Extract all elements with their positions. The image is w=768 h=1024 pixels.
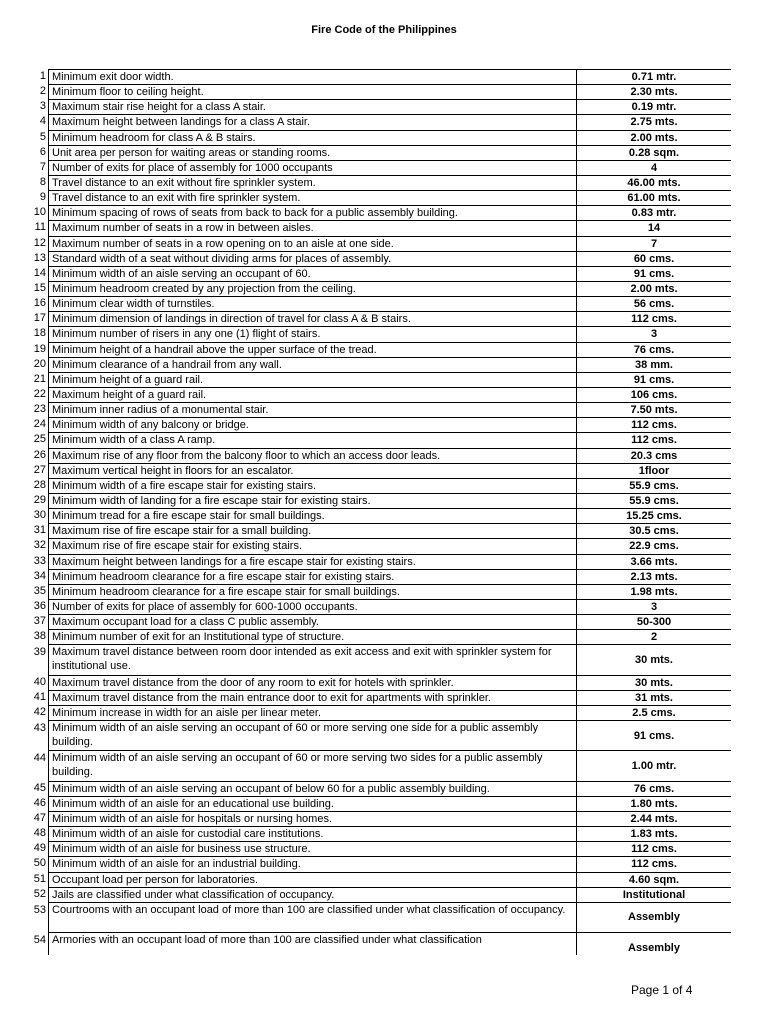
row-number: 42 xyxy=(33,705,46,718)
table-row xyxy=(49,509,732,524)
requirement-description: Minimum width of a class A ramp. xyxy=(49,433,577,448)
requirement-value: 61.00 mts. xyxy=(577,191,732,206)
requirement-description: Minimum spacing of rows of seats from back to back for a public assembly building. xyxy=(49,206,577,221)
requirement-description: Maximum number of seats in a row opening on to an aisle at one side. xyxy=(49,236,577,251)
requirement-value: Institutional xyxy=(577,887,732,902)
requirement-value: 112 cms. xyxy=(577,312,732,327)
table-row xyxy=(49,448,732,463)
row-number: 5 xyxy=(39,130,46,143)
table-row xyxy=(49,130,732,145)
page-title: Fire Code of the Philippines xyxy=(311,24,457,36)
row-number: 6 xyxy=(39,145,46,158)
table-row xyxy=(49,297,732,312)
requirement-description: Maximum height of a guard rail. xyxy=(49,387,577,402)
row-number: 48 xyxy=(33,827,46,840)
requirement-description: Minimum width of an aisle serving an occupant of 60 or more serving one side for a public assembly building. xyxy=(49,721,577,751)
row-number: 37 xyxy=(33,615,46,628)
requirement-description: Maximum rise of any floor from the balcony floor to which an access door leads. xyxy=(49,448,577,463)
table-row xyxy=(49,418,732,433)
table-row xyxy=(49,675,732,690)
table-row xyxy=(49,933,732,955)
requirement-value: 112 cms. xyxy=(577,857,732,872)
requirement-value: 30 mts. xyxy=(577,675,732,690)
row-number: 3 xyxy=(39,100,46,113)
requirement-value: 76 cms. xyxy=(577,781,732,796)
requirement-description: Minimum width of an aisle for business use structure. xyxy=(49,842,577,857)
table-row xyxy=(49,615,732,630)
requirement-description: Maximum travel distance from the door of any room to exit for hotels with sprinkler. xyxy=(49,675,577,690)
requirement-description: Minimum height of a handrail above the upper surface of the tread. xyxy=(49,342,577,357)
requirement-description: Maximum rise of fire escape stair for existing stairs. xyxy=(49,539,577,554)
row-number: 44 xyxy=(33,752,46,765)
requirement-description: Maximum height between landings for a fire escape stair for existing stairs. xyxy=(49,554,577,569)
table-row xyxy=(49,569,732,584)
table-row xyxy=(49,630,732,645)
row-number: 52 xyxy=(33,887,46,900)
requirement-value: 2.5 cms. xyxy=(577,705,732,720)
requirement-value: 76 cms. xyxy=(577,342,732,357)
row-number: 21 xyxy=(33,372,46,385)
table-row xyxy=(49,115,732,130)
row-number: 47 xyxy=(33,811,46,824)
table-row xyxy=(49,70,732,85)
table-row xyxy=(49,100,732,115)
table-row xyxy=(49,357,732,372)
table-row xyxy=(49,403,732,418)
row-number: 28 xyxy=(33,478,46,491)
requirement-description: Maximum travel distance between room door intended as exit access and exit with sprinkler system for institutional use. xyxy=(49,645,577,675)
row-number: 22 xyxy=(33,387,46,400)
requirement-description: Minimum width of an aisle for an industrial building. xyxy=(49,857,577,872)
requirement-description: Minimum number of risers in any one (1) flight of stairs. xyxy=(49,327,577,342)
requirement-value: Assembly xyxy=(577,902,732,932)
requirement-description: Standard width of a seat without dividing arms for places of assembly. xyxy=(49,251,577,266)
table-row xyxy=(49,281,732,296)
table-row xyxy=(49,796,732,811)
table-row xyxy=(49,160,732,175)
table-row xyxy=(49,705,732,720)
requirement-value: 3 xyxy=(577,599,732,614)
requirement-description: Minimum width of a fire escape stair for existing stairs. xyxy=(49,478,577,493)
requirement-description: Maximum number of seats in a row in between aisles. xyxy=(49,221,577,236)
requirement-description: Maximum travel distance from the main entrance door to exit for apartments with sprinkler. xyxy=(49,690,577,705)
requirement-value: 1.83 mts. xyxy=(577,827,732,842)
row-number: 19 xyxy=(33,342,46,355)
row-number: 46 xyxy=(33,796,46,809)
requirement-value: 30 mts. xyxy=(577,645,732,675)
requirement-value: Assembly xyxy=(577,933,732,955)
requirement-value: 46.00 mts. xyxy=(577,175,732,190)
requirement-description: Minimum width of any balcony or bridge. xyxy=(49,418,577,433)
requirement-description: Maximum height between landings for a class A stair. xyxy=(49,115,577,130)
row-number: 15 xyxy=(33,281,46,294)
requirement-value: 1.98 mts. xyxy=(577,584,732,599)
requirement-description: Jails are classified under what classification of occupancy. xyxy=(49,887,577,902)
table-row xyxy=(49,266,732,281)
requirement-value: 4 xyxy=(577,160,732,175)
requirement-description: Maximum occupant load for a class C public assembly. xyxy=(49,615,577,630)
table-row xyxy=(49,902,732,932)
requirement-value: 91 cms. xyxy=(577,266,732,281)
requirement-value: 112 cms. xyxy=(577,418,732,433)
row-number: 24 xyxy=(33,418,46,431)
row-number: 18 xyxy=(33,327,46,340)
requirement-value: 2.44 mts. xyxy=(577,811,732,826)
requirement-description: Minimum floor to ceiling height. xyxy=(49,85,577,100)
row-number: 43 xyxy=(33,722,46,735)
table-row xyxy=(49,85,732,100)
row-number: 30 xyxy=(33,509,46,522)
row-number: 40 xyxy=(33,675,46,688)
requirement-value: 3.66 mts. xyxy=(577,554,732,569)
requirement-value: 0.19 mtr. xyxy=(577,100,732,115)
table-row xyxy=(49,145,732,160)
requirement-value: 106 cms. xyxy=(577,387,732,402)
row-number: 29 xyxy=(33,493,46,506)
requirement-value: 15.25 cms. xyxy=(577,509,732,524)
table-row xyxy=(49,387,732,402)
requirement-value: 2.75 mts. xyxy=(577,115,732,130)
table-row xyxy=(49,554,732,569)
requirement-description: Minimum clearance of a handrail from any wall. xyxy=(49,357,577,372)
table-row xyxy=(49,842,732,857)
row-number: 54 xyxy=(33,934,46,947)
requirement-value: 1.00 mtr. xyxy=(577,751,732,781)
table-row xyxy=(49,539,732,554)
table-row xyxy=(49,221,732,236)
requirement-description: Unit area per person for waiting areas or standing rooms. xyxy=(49,145,577,160)
requirement-description: Minimum inner radius of a monumental stair. xyxy=(49,403,577,418)
table-row xyxy=(49,327,732,342)
row-number: 25 xyxy=(33,433,46,446)
table-row xyxy=(49,433,732,448)
requirement-value: 14 xyxy=(577,221,732,236)
requirement-description: Number of exits for place of assembly for 600-1000 occupants. xyxy=(49,599,577,614)
row-number: 35 xyxy=(33,584,46,597)
requirement-value: 31 mts. xyxy=(577,690,732,705)
table-row xyxy=(49,312,732,327)
row-number: 14 xyxy=(33,266,46,279)
row-number: 45 xyxy=(33,781,46,794)
requirement-value: 55.9 cms. xyxy=(577,478,732,493)
requirement-description: Maximum stair rise height for a class A stair. xyxy=(49,100,577,115)
row-number: 13 xyxy=(33,251,46,264)
table-row xyxy=(49,721,732,751)
row-number: 4 xyxy=(39,115,46,128)
requirement-description: Number of exits for place of assembly for 1000 occupants xyxy=(49,160,577,175)
table-row xyxy=(49,236,732,251)
table-row xyxy=(49,251,732,266)
requirement-value: 1floor xyxy=(577,463,732,478)
row-number: 51 xyxy=(33,872,46,885)
requirement-description: Minimum width of an aisle serving an occupant of 60 or more serving two sides for a public assembly building. xyxy=(49,751,577,781)
row-number: 33 xyxy=(33,554,46,567)
requirement-description: Minimum width of landing for a fire escape stair for existing stairs. xyxy=(49,493,577,508)
requirement-value: 2.00 mts. xyxy=(577,281,732,296)
table-row xyxy=(49,206,732,221)
requirement-value: 20.3 cms xyxy=(577,448,732,463)
row-number: 53 xyxy=(33,903,46,916)
row-number: 2 xyxy=(39,85,46,98)
table-row xyxy=(49,493,732,508)
row-number: 16 xyxy=(33,297,46,310)
table-row xyxy=(49,887,732,902)
table-row xyxy=(49,781,732,796)
row-number: 34 xyxy=(33,569,46,582)
requirement-description: Minimum height of a guard rail. xyxy=(49,372,577,387)
requirement-value: 60 cms. xyxy=(577,251,732,266)
row-number: 50 xyxy=(33,857,46,870)
requirement-description: Minimum number of exit for an Institutional type of structure. xyxy=(49,630,577,645)
requirement-description: Minimum headroom for class A & B stairs. xyxy=(49,130,577,145)
requirement-value: 3 xyxy=(577,327,732,342)
row-number: 12 xyxy=(33,236,46,249)
requirement-value: 0.83 mtr. xyxy=(577,206,732,221)
requirement-value: 7.50 mts. xyxy=(577,403,732,418)
row-number: 9 xyxy=(39,191,46,204)
requirement-description: Maximum rise of fire escape stair for a small building. xyxy=(49,524,577,539)
table-container xyxy=(48,69,731,955)
requirement-value: 112 cms. xyxy=(577,433,732,448)
row-number: 8 xyxy=(39,175,46,188)
table-row xyxy=(49,175,732,190)
table-row xyxy=(49,372,732,387)
requirement-value: 56 cms. xyxy=(577,297,732,312)
requirement-description: Minimum width of an aisle serving an occupant of 60. xyxy=(49,266,577,281)
requirement-description: Minimum headroom clearance for a fire escape stair for existing stairs. xyxy=(49,569,577,584)
row-number: 7 xyxy=(39,160,46,173)
table-row xyxy=(49,751,732,781)
requirement-description: Minimum width of an aisle for an educational use building. xyxy=(49,796,577,811)
requirement-description: Minimum width of an aisle serving an occupant of below 60 for a public assembly building. xyxy=(49,781,577,796)
requirement-description: Occupant load per person for laboratories. xyxy=(49,872,577,887)
row-number: 49 xyxy=(33,842,46,855)
requirement-value: 2.30 mts. xyxy=(577,85,732,100)
requirement-description: Minimum exit door width. xyxy=(49,70,577,85)
table-row xyxy=(49,524,732,539)
fire-code-table xyxy=(48,69,731,955)
requirement-description: Travel distance to an exit with fire sprinkler system. xyxy=(49,191,577,206)
row-number: 23 xyxy=(33,403,46,416)
table-row xyxy=(49,872,732,887)
requirement-value: 7 xyxy=(577,236,732,251)
table-row xyxy=(49,857,732,872)
requirement-value: 2.00 mts. xyxy=(577,130,732,145)
requirement-value: 112 cms. xyxy=(577,842,732,857)
requirement-value: 4.60 sqm. xyxy=(577,872,732,887)
row-number: 39 xyxy=(33,646,46,659)
page-number: Page 1 of 4 xyxy=(631,983,693,997)
requirement-value: 2.13 mts. xyxy=(577,569,732,584)
row-number: 36 xyxy=(33,599,46,612)
requirement-description: Travel distance to an exit without fire sprinkler system. xyxy=(49,175,577,190)
row-number: 17 xyxy=(33,312,46,325)
requirement-description: Minimum tread for a fire escape stair for small buildings. xyxy=(49,509,577,524)
requirement-description: Minimum width of an aisle for custodial care institutions. xyxy=(49,827,577,842)
table-row xyxy=(49,584,732,599)
requirement-value: 55.9 cms. xyxy=(577,493,732,508)
row-number: 10 xyxy=(33,206,46,219)
row-number: 26 xyxy=(33,448,46,461)
row-number: 41 xyxy=(33,690,46,703)
requirement-value: 50-300 xyxy=(577,615,732,630)
row-number: 32 xyxy=(33,539,46,552)
table-row xyxy=(49,342,732,357)
requirement-value: 0.71 mtr. xyxy=(577,70,732,85)
row-number-column xyxy=(26,69,46,962)
requirement-value: 22.9 cms. xyxy=(577,539,732,554)
requirement-value: 0.28 sqm. xyxy=(577,145,732,160)
requirement-description: Minimum dimension of landings in direction of travel for class A & B stairs. xyxy=(49,312,577,327)
row-number: 38 xyxy=(33,630,46,643)
table-row xyxy=(49,478,732,493)
table-row xyxy=(49,463,732,478)
requirement-value: 91 cms. xyxy=(577,372,732,387)
requirement-description: Minimum headroom clearance for a fire escape stair for small buildings. xyxy=(49,584,577,599)
requirement-value: 38 mm. xyxy=(577,357,732,372)
table-row xyxy=(49,690,732,705)
table-row xyxy=(49,645,732,675)
row-number: 20 xyxy=(33,357,46,370)
requirement-description: Minimum headroom created by any projection from the ceiling. xyxy=(49,281,577,296)
requirement-description: Courtrooms with an occupant load of more than 100 are classified under what classification of occupancy. xyxy=(49,902,577,932)
table-row xyxy=(49,827,732,842)
row-number: 11 xyxy=(34,221,46,234)
requirement-value: 1.80 mts. xyxy=(577,796,732,811)
requirement-description: Minimum increase in width for an aisle per linear meter. xyxy=(49,705,577,720)
requirement-value: 2 xyxy=(577,630,732,645)
table-row xyxy=(49,811,732,826)
table-row xyxy=(49,599,732,614)
requirement-description: Minimum clear width of turnstiles. xyxy=(49,297,577,312)
row-number: 27 xyxy=(33,463,46,476)
requirement-description: Armories with an occupant load of more than 100 are classified under what classification xyxy=(49,933,577,955)
row-number: 1 xyxy=(39,70,46,82)
requirement-value: 30.5 cms. xyxy=(577,524,732,539)
requirement-description: Maximum vertical height in floors for an escalator. xyxy=(49,463,577,478)
table-row xyxy=(49,191,732,206)
row-number: 31 xyxy=(33,524,46,537)
requirement-description: Minimum width of an aisle for hospitals or nursing homes. xyxy=(49,811,577,826)
requirement-value: 91 cms. xyxy=(577,721,732,751)
